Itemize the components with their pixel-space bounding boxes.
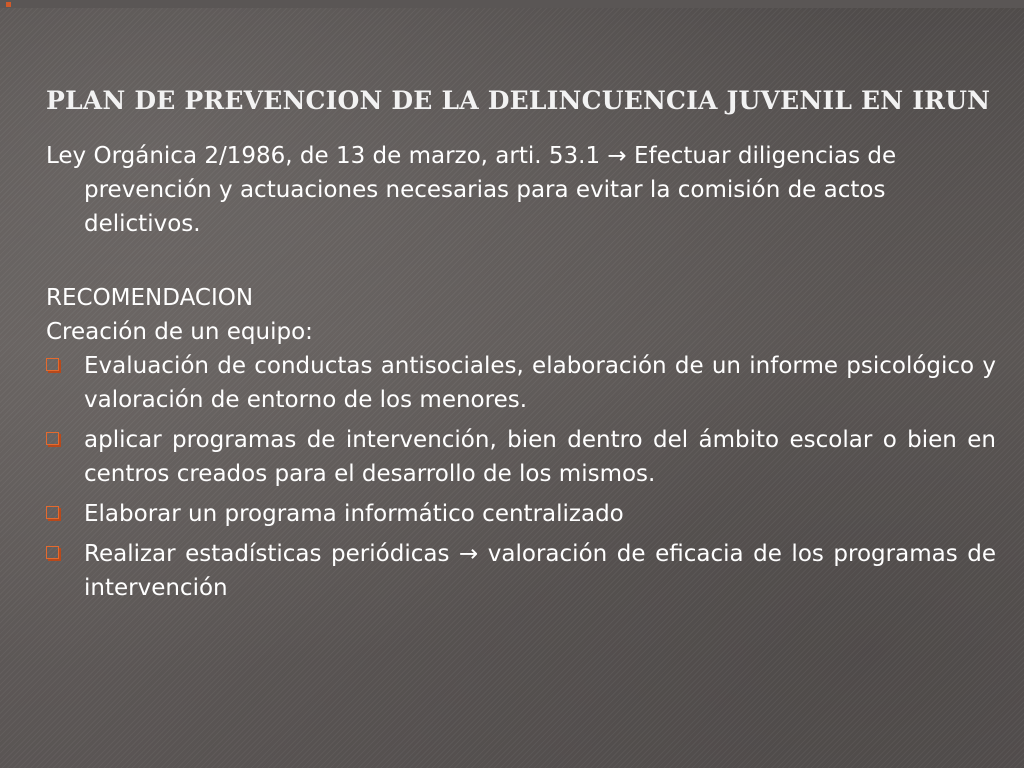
list-item-text: Evaluación de conductas antisociales, elaboración de un informe psicológico y valoración de entorno de los menores.	[84, 353, 996, 413]
subheading: Creación de un equipo:	[46, 319, 313, 345]
spacer	[46, 241, 996, 281]
slide-body	[46, 139, 996, 611]
list-item	[46, 349, 996, 417]
list-item	[46, 423, 996, 491]
checkbox-square-icon	[46, 358, 59, 371]
list-item	[46, 497, 996, 531]
top-bar	[0, 0, 1024, 8]
checkbox-square-icon	[46, 506, 59, 519]
checkbox-square-icon	[46, 432, 59, 445]
checkbox-square-icon	[46, 546, 59, 559]
list-item-text: Elaborar un programa informático centralizado	[84, 501, 624, 527]
list-item-text: Realizar estadísticas periódicas → valoración de eficacia de los programas de intervención	[84, 541, 996, 601]
bullet-list	[46, 349, 996, 605]
accent-square	[6, 2, 11, 7]
intro-paragraph: Ley Orgánica 2/1986, de 13 de marzo, arti. 53.1 → Efectuar diligencias de prevención y actuaciones necesarias para evitar la comisión de actos delictivos.	[46, 143, 897, 237]
slide-title: PLAN DE PREVENCION DE LA DELINCUENCIA JUVENIL EN IRUN	[46, 86, 991, 115]
section-heading: RECOMENDACION	[46, 285, 254, 311]
list-item-text: aplicar programas de intervención, bien dentro del ámbito escolar o bien en centros creados para el desarrollo de los mismos.	[84, 427, 996, 487]
list-item	[46, 537, 996, 605]
